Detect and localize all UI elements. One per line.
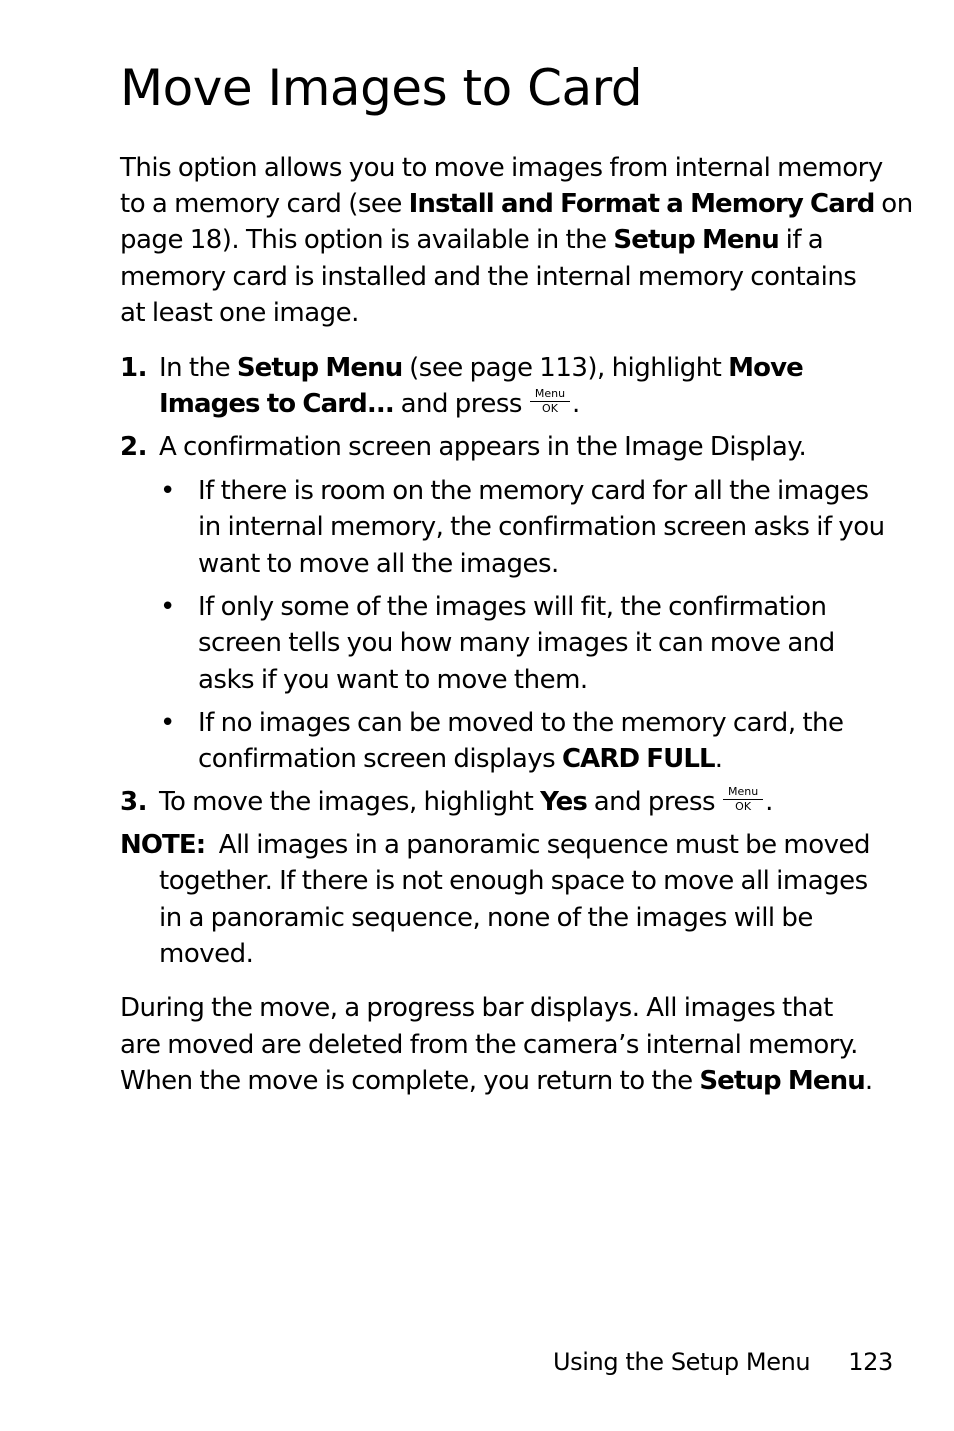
bullet-1-body [198,473,885,582]
step-1-body [159,350,803,423]
bullet-3-text: confirmation screen displays [198,744,562,775]
page-title: Move Images to Card [120,59,643,117]
menu-ok-button-icon [723,786,763,813]
step-3-body [159,784,773,820]
step-number: 2. [120,432,147,462]
card-full-message: CARD FULL [561,744,715,775]
step-3-text-end: and press [586,787,716,817]
setup-menu-reference: Setup Menu [236,353,403,383]
bullet-1-line-2: in internal memory, the confirmation screen asks if you [198,512,885,543]
intro-line-2 [120,186,913,222]
setup-menu-reference: Setup Menu [613,225,779,255]
note-line-1 [120,827,870,863]
step-number: 3. [120,787,147,817]
step-1-period: . [571,389,580,420]
step-3-period: . [765,787,773,817]
bullet-1-line-3: want to move all the images. [198,548,559,579]
bullet-3-line-2 [198,741,844,777]
bullet-2-line-3: asks if you want to move them. [198,664,588,695]
note-label: NOTE: [120,830,206,860]
bullet-3-period: . [714,744,723,775]
move-images-option-reference: Images to Card... [159,389,394,420]
menu-ok-button-icon [530,388,570,415]
bullet-1-line-1: If there is room on the memory card for all the images [198,476,869,506]
bullet-icon: • [160,476,175,506]
closing-line-3-text: When the move is complete, you return to the [120,1066,700,1096]
intro-line-2-text: to a memory card (see [120,189,409,219]
bullet-3-line-1: If no images can be moved to the memory card, the [198,708,844,738]
page-number: 123 [848,1348,893,1376]
note-line-4: moved. [159,939,254,970]
bullet-2-line-2: screen tells you how many images it can move and [198,628,835,659]
step-1-line-1 [159,350,803,386]
menu-ok-top-label: Menu [723,786,763,800]
step-1-text-mid: (see page 113), highlight [402,353,729,383]
menu-ok-top-label: Menu [530,388,570,402]
intro-line-3 [120,222,823,258]
step-1-line-2 [159,386,803,422]
step-2-text: A confirmation screen appears in the Image Display. [159,432,807,462]
install-format-reference: Install and Format a Memory Card [408,189,875,219]
intro-line-2-end: on [874,189,913,219]
setup-menu-reference: Setup Menu [699,1066,865,1096]
page-footer [553,1347,893,1377]
intro-line-1: This option allows you to move images from internal memory [120,153,883,183]
intro-line-5: at least one image. [120,298,359,328]
note-text-1: All images in a panoramic sequence must be moved [205,830,871,860]
footer-section-title: Using the Setup Menu [553,1348,811,1376]
intro-line-3-text: page 18). This option is available in the [120,225,614,255]
bullet-2-body [198,589,835,698]
step-number: 1. [120,353,147,383]
closing-line-2: are moved are deleted from the camera’s internal memory. [120,1030,858,1060]
intro-line-4: memory card is installed and the internal memory contains [120,262,857,292]
closing-line-3 [120,1063,873,1099]
bullet-icon: • [160,592,175,622]
menu-ok-bottom-label: OK [735,800,752,813]
step-1-text: In the [159,353,237,383]
step-1-text-end: and press [393,389,522,420]
note-block [120,827,870,973]
closing-line-1: During the move, a progress bar displays. All images that [120,993,833,1023]
yes-option-reference: Yes [540,787,587,817]
bullet-2-line-1: If only some of the images will fit, the confirmation [198,592,827,622]
note-line-2: together. If there is not enough space to move all images [159,866,868,897]
closing-period: . [864,1066,873,1096]
step-3-text: To move the images, highlight [159,787,541,817]
move-option-reference: Move [728,353,803,383]
menu-ok-bottom-label: OK [542,402,558,416]
note-line-3: in a panoramic sequence, none of the images will be [159,902,813,933]
intro-line-3-end: if a [778,225,824,255]
bullet-icon: • [160,708,175,738]
bullet-3-body [198,705,844,778]
